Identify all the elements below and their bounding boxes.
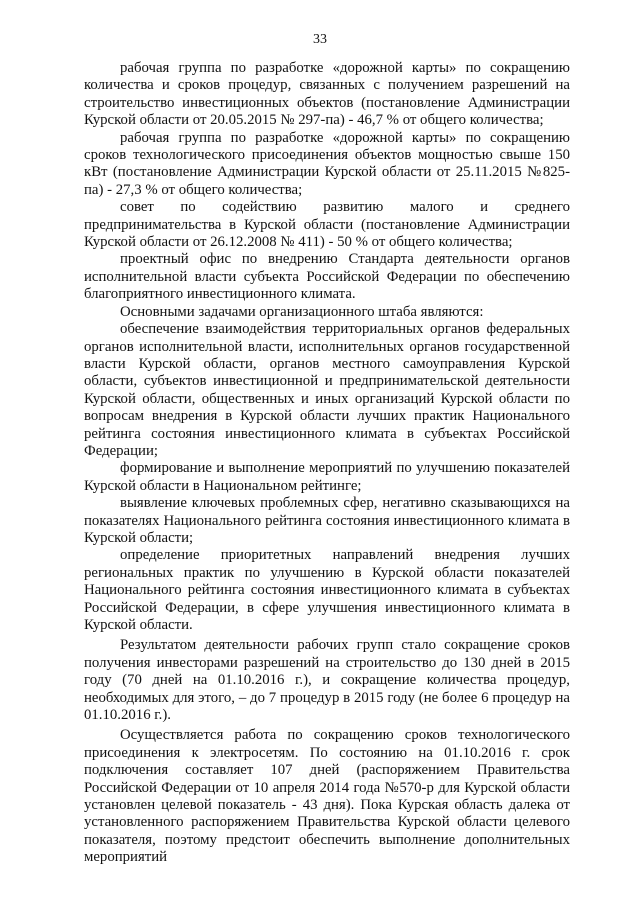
paragraph: формирование и выполнение мероприятий по улучшению показателей Курской области в Национальном рейтинге; (84, 460, 570, 494)
paragraph: рабочая группа по разработке «дорожной карты» по сокращению количества и сроков процедур, связанных с получением разрешений на строительство инвестиционных объектов (постановление Администрации Курской области от 20.05.2015 № 297-па) - 46,7 % от общего количества; (84, 60, 570, 129)
paragraph: Результатом деятельности рабочих групп стало сокращение сроков получения инвесторами разрешений на строительство до 130 дней в 2015 году (70 дней на 01.10.2016 г.), и сокращение количества процедур, необходимых для этого, – до 7 процедур в 2015 году (не более 6 процедур на 01.10.2016 г.). (84, 637, 570, 724)
paragraph: Основными задачами организационного штаба являются: (120, 303, 484, 320)
paragraph: совет по содействию развитию малого и среднего предпринимательства в Курской области (постановление Администрации Курской области от 26.12.2008 № 411) - 50 % от общего количества; (84, 199, 570, 251)
paragraph: выявление ключевых проблемных сфер, негативно сказывающихся на показателях Национального рейтинга состояния инвестиционного климата в Курской области; (84, 495, 570, 546)
paragraph: обеспечение взаимодействия территориальных органов федеральных органов исполнительной власти, исполнительных органов государственной власти Курской области, органов местного самоуправления Курской области, субъектов инвестиционной и предпринимательской деятельности Курской области, общественных и иных организаций Курской области по вопросам внедрения в Курской области лучших практик Национального рейтинга состояния инвестиционного климата в субъектах Российской Федерации; (84, 321, 570, 459)
paragraph: определение приоритетных направлений внедрения лучших региональных практик по улучшению в Курской области показателей Национального рейтинга состояния инвестиционного климата в субъектах Российской Федерации, в сфере улучшения инвестиционного климата в Курской области. (84, 547, 570, 633)
paragraph: проектный офис по внедрению Стандарта деятельности органов исполнительной власти субъекта Российской Федерации по обеспечению благоприятного инвестиционного климата. (84, 251, 570, 303)
page-number: 33 (313, 32, 327, 47)
paragraph: Осуществляется работа по сокращению сроков технологического присоединения к электросетям. По состоянию на 01.10.2016 г. срок подключения составляет 107 дней (распоряжением Правительства Российской Федерации от 10 апреля 2014 года №570-р для Курской области установлен целевой показатель - 43 дня). Пока Курская область далека от установленного распоряжением Правительства Курской области целевого показателя, поэтому предстоит обеспечить выполнение дополнительных мероприятий (84, 727, 570, 866)
body-text (84, 60, 570, 867)
paragraph: рабочая группа по разработке «дорожной карты» по сокращению сроков технологического присоединения объектов мощностью свыше 150 кВт (постановление Администрации Курской области от 25.11.2015 №825-па) - 27,3 % от общего количества; (84, 129, 570, 198)
